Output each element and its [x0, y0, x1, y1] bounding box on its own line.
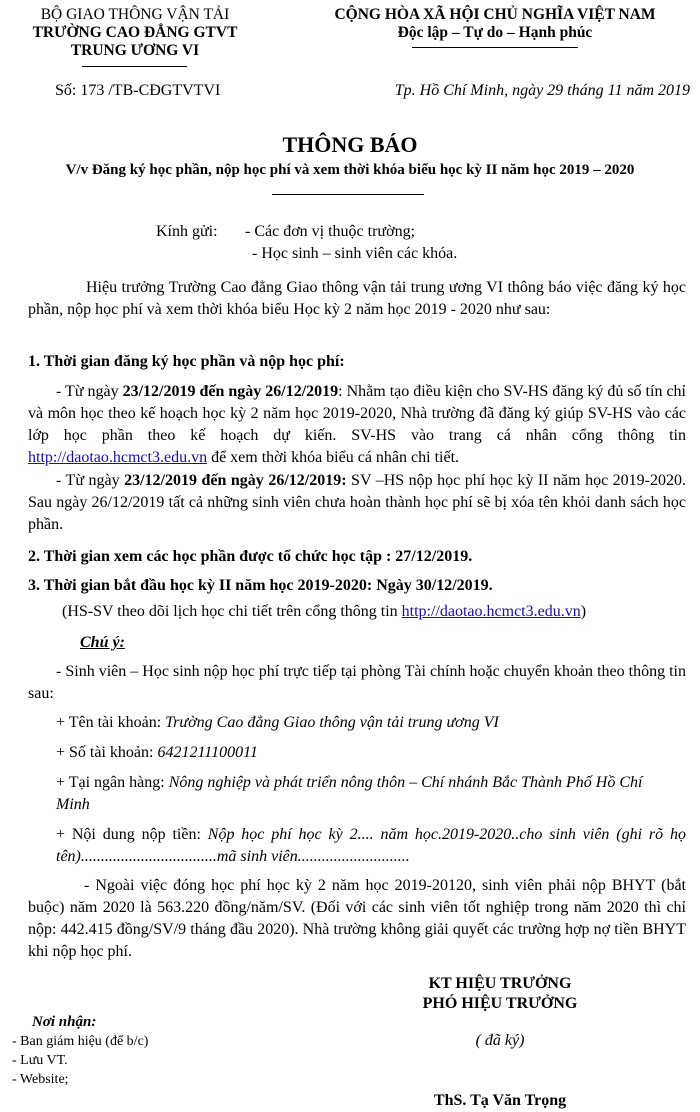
nation-name: CỘNG HÒA XÃ HỘI CHỦ NGHĨA VIỆT NAM: [334, 6, 656, 23]
account-number-value: 6421211100011: [157, 744, 258, 761]
item-1-text: : Nhằm tạo điều kiện cho SV-HS đăng ký đủ số tín chỉ và môn học theo kế hoạch học kỳ 2 năm học 2019-2020, Nhà trường đã đăng ký giúp SV-HS vào các lớp học phần theo kế hoạch dự kiến. SV-HS vào trang cá nhân cổng thông tin: [28, 383, 686, 444]
section-1-item-2: [28, 470, 686, 536]
signer-name: ThS. Tạ Văn Trọng: [433, 1092, 567, 1109]
payment-content-label: + Nội dung nộp tiền:: [56, 826, 208, 843]
item-1-prefix: - Từ ngày: [56, 383, 123, 400]
document-subject: V/v Đăng ký học phần, nộp học phí và xem thời khóa biểu học kỳ II năm học 2019 – 2020: [65, 162, 635, 178]
header-left-rule: [82, 66, 187, 67]
signature-title-1: KT HIỆU TRƯỞNG: [428, 975, 572, 992]
signature-title-2: PHÓ HIỆU TRƯỞNG: [422, 995, 578, 1012]
payment-content-value: Nộp học phí học kỳ 2.... năm học.2019-2020..cho sinh viên (ghi rõ họ tên)..................................mã sinh viên............................: [56, 826, 686, 865]
account-number-label: + Số tài khoản:: [56, 744, 158, 761]
ministry-name: BỘ GIAO THÔNG VẬN TẢI: [40, 6, 230, 23]
item-2-prefix: - Từ ngày: [56, 472, 125, 489]
receiver-item: - Website;: [12, 1072, 69, 1087]
recipients-label: Kính gửi:: [156, 223, 218, 240]
item-1-dates: 23/12/2019 đến ngày 26/12/2019: [122, 383, 339, 400]
receivers-heading: Nơi nhận:: [32, 1014, 97, 1030]
account-number: [56, 742, 258, 764]
recipient-1: - Các đơn vị thuộc trường;: [245, 223, 416, 240]
payment-content: [56, 824, 686, 868]
portal-note-suffix: ): [580, 603, 587, 620]
section-1-heading: 1. Thời gian đăng ký học phần và nộp học phí:: [28, 353, 345, 370]
item-1-suffix: để xem thời khóa biểu cá nhân chi tiết.: [207, 449, 460, 466]
nation-motto: Độc lập – Tự do – Hạnh phúc: [397, 24, 593, 41]
account-name-label: + Tên tài khoản:: [56, 714, 166, 731]
document-title: THÔNG BÁO: [282, 132, 418, 157]
bank-value: Nông nghiệp và phát triển nông thôn – Chí nhánh Bắc Thành Phố Hồ Chí Minh: [56, 774, 643, 813]
portal-link-1[interactable]: http://daotao.hcmct3.edu.vn: [28, 449, 208, 466]
note-heading: Chú ý:: [80, 634, 125, 651]
school-name-line2: TRUNG ƯƠNG VI: [70, 42, 200, 59]
bank-info: [56, 772, 668, 816]
insurance-note: - Ngoài việc đóng học phí học kỳ 2 năm học 2019-20120, sinh viên phải nộp BHYT (bắt buộc) năm 2020 là 563.220 đồng/năm/SV. (Đối với các sinh viên tốt nghiệp trong năm 2020 thì chỉ nộp: 442.415 đồng/SV/9 tháng đầu 2020). Nhà trường không giải quyết các trường hợp nợ tiền BHYT khi nộp học phí.: [28, 877, 686, 960]
recipient-2: - Học sinh – sinh viên các khóa.: [252, 245, 458, 262]
portal-note-prefix: (HS-SV theo dõi lịch học chi tiết trên cổng thông tin: [62, 603, 402, 620]
document-number: Số: 173 /TB-CĐGTVTVI: [55, 82, 221, 99]
school-name-line1: TRƯỜNG CAO ĐẲNG GTVT: [32, 24, 238, 41]
item-2-text: SV –HS nộp học phí học kỳ II năm học 2019-2020. Sau ngày 26/12/2019 tất cả những sinh viên chưa hoàn thành học phí sẽ bị xóa tên khỏi danh sách học phần.: [28, 472, 687, 533]
intro-paragraph: Hiệu trưởng Trường Cao đẳng Giao thông vận tải trung ương VI thông báo việc đăng ký học phần, nộp học phí và xem thời khóa biểu Học kỳ 2 năm học 2019 - 2020 như sau:: [28, 279, 686, 318]
receiver-item: - Ban giám hiệu (để b/c): [12, 1034, 149, 1049]
section-2: 2. Thời gian xem các học phần được tổ chức học tập : 27/12/2019.: [28, 548, 473, 565]
signature-status: ( đã ký): [475, 1032, 525, 1049]
title-rule: [272, 194, 424, 195]
item-2-dates: 23/12/2019 đến ngày 26/12/2019:: [124, 472, 347, 489]
bank-label: + Tại ngân hàng:: [56, 774, 169, 791]
section-3: 3. Thời gian bắt đầu học kỳ II năm học 2019-2020: Ngày 30/12/2019.: [28, 577, 493, 594]
portal-link-2[interactable]: http://daotao.hcmct3.edu.vn: [401, 603, 581, 620]
account-name-value: Trường Cao đẳng Giao thông vận tải trung ương VI: [165, 714, 499, 731]
payment-intro: - Sinh viên – Học sinh nộp học phí trực tiếp tại phòng Tài chính hoặc chuyển khoản theo thông tin sau:: [28, 663, 686, 702]
portal-note: [62, 601, 586, 623]
receiver-item: - Lưu VT.: [12, 1053, 68, 1068]
account-name: [56, 712, 499, 734]
place-date: Tp. Hồ Chí Minh, ngày 29 tháng 11 năm 2019: [394, 82, 690, 99]
header-right-rule: [412, 47, 578, 48]
section-1-item-1: [28, 381, 686, 469]
